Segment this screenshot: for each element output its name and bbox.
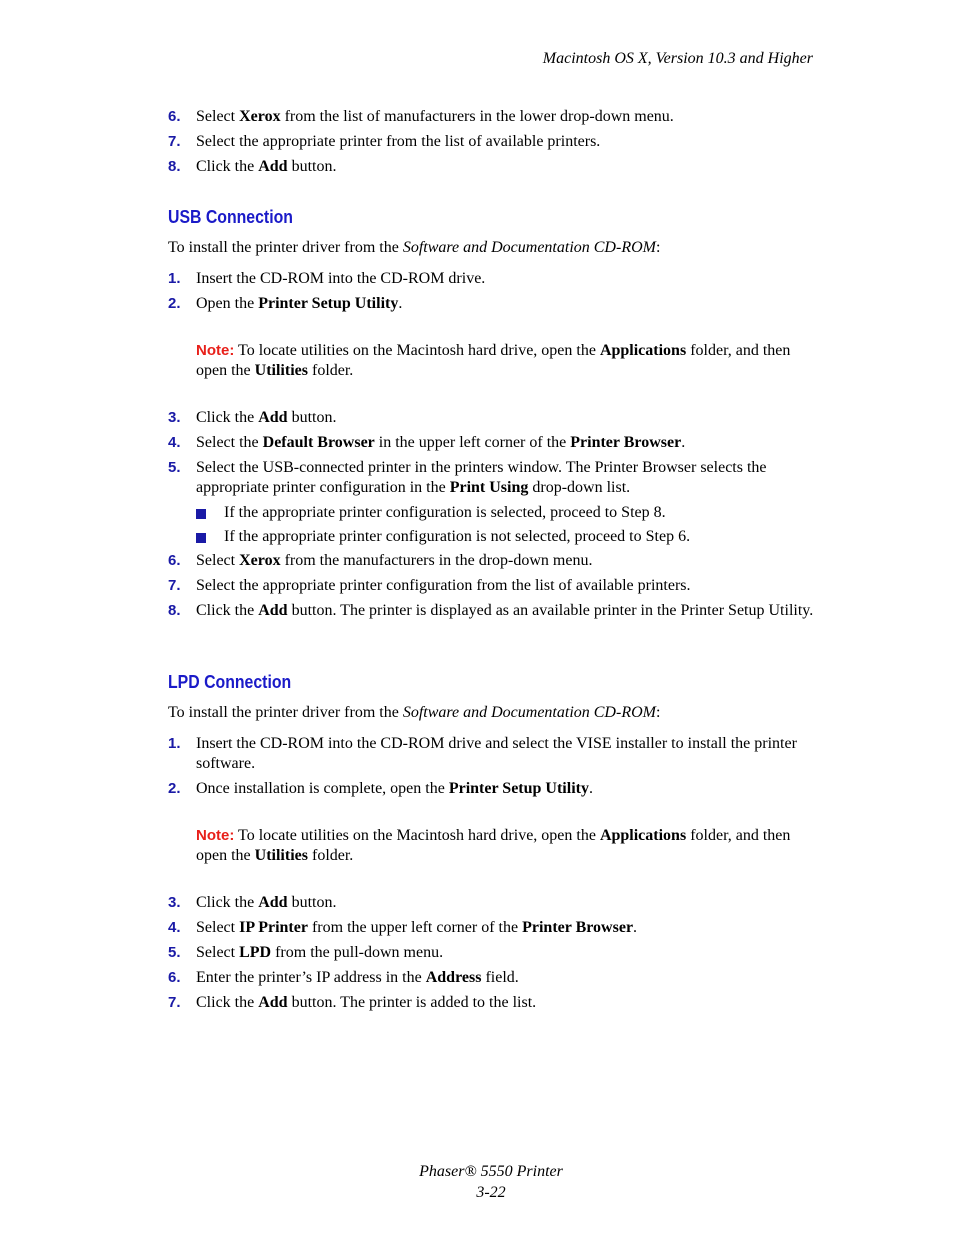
step-number: 7. [168,133,181,150]
step-text: Select IP Printer from the upper left corner of the Printer Browser. [196,919,638,936]
bullet-marker [196,533,206,543]
footer-product: Phaser® 5550 Printer [419,1163,563,1180]
step-text: Open the Printer Setup Utility. [196,295,403,312]
step-text: Select the appropriate printer configuration from the list of available printers. [196,577,691,594]
step-text: Click the Add button. [196,894,337,911]
step-text: Once installation is complete, open the Printer Setup Utility. [196,780,593,797]
step-text: Select Xerox from the manufacturers in the drop-down menu. [196,552,593,569]
note-label: Note: [196,827,235,844]
step-text: Insert the CD-ROM into the CD-ROM drive. [196,270,486,287]
bullet-text: If the appropriate printer configuration is selected, proceed to Step 8. [224,504,666,521]
step-text: Select the appropriate printer from the list of available printers. [196,133,601,150]
step-number: 6. [168,969,181,986]
running-header: Macintosh OS X, Version 10.3 and Higher [542,50,813,67]
step-number: 8. [168,602,181,619]
note: Note: To locate utilities on the Macintosh hard drive, open the Applications folder, and then open the Utilities folder. [196,827,791,864]
step-number: 2. [168,780,181,797]
step-number: 4. [168,919,181,936]
step-text: Select LPD from the pull-down menu. [196,944,444,961]
step-number: 7. [168,577,181,594]
step-number: 3. [168,409,181,426]
step-text: Click the Add button. [196,158,337,175]
step-text: Insert the CD-ROM into the CD-ROM drive and select the VISE installer to install the printer software. [196,735,797,772]
bullet-text: If the appropriate printer configuration is not selected, proceed to Step 6. [224,528,691,545]
step-text: Enter the printer’s IP address in the Address field. [196,969,519,986]
step-number: 4. [168,434,181,451]
section-heading-usb: USB Connection [168,207,293,227]
lpd-intro: To install the printer driver from the Software and Documentation CD-ROM: [168,704,661,721]
step-number: 5. [168,459,181,476]
step-number: 6. [168,552,181,569]
step-number: 2. [168,295,181,312]
note-label: Note: [196,342,235,359]
step-text: Select Xerox from the list of manufacturers in the lower drop-down menu. [196,108,674,125]
step-number: 5. [168,944,181,961]
section-heading-lpd: LPD Connection [168,672,292,692]
note: Note: To locate utilities on the Macintosh hard drive, open the Applications folder, and then open the Utilities folder. [196,342,791,379]
step-text: Click the Add button. [196,409,337,426]
step-number: 8. [168,158,181,175]
bullet-marker [196,509,206,519]
step-number: 6. [168,108,181,125]
step-number: 1. [168,270,181,287]
step-number: 7. [168,994,181,1011]
step-number: 1. [168,735,181,752]
footer-page-number: 3-22 [476,1184,506,1201]
step-text: Click the Add button. The printer is added to the list. [196,994,537,1011]
step-text: Click the Add button. The printer is displayed as an available printer in the Printer Setup Utility. [196,602,814,619]
usb-intro: To install the printer driver from the Software and Documentation CD-ROM: [168,239,661,256]
step-text: Select the Default Browser in the upper left corner of the Printer Browser. [196,434,686,451]
step-number: 3. [168,894,181,911]
step-text: Select the USB-connected printer in the printers window. The Printer Browser selects the appropriate printer configuration in the Print Using drop-down list. [196,459,767,496]
